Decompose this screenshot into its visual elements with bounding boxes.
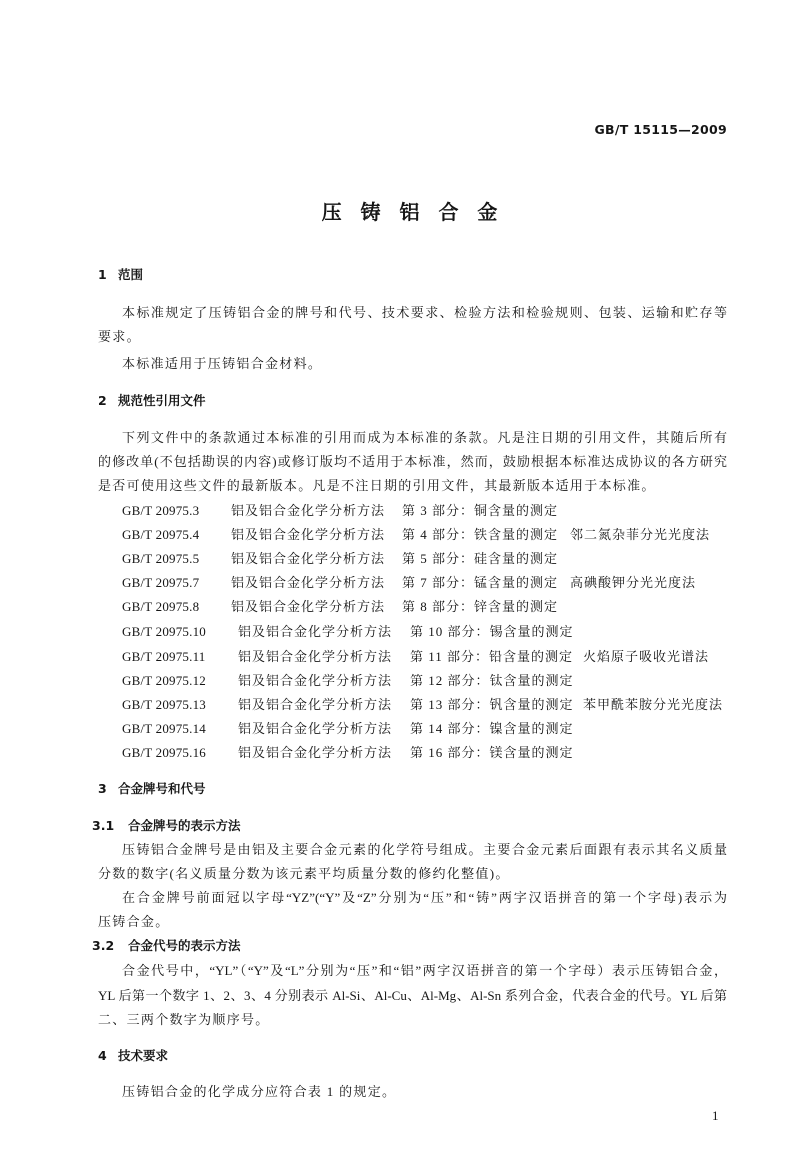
paragraph-line: 本标准规定了压铸铝合金的牌号和代号、技术要求、检验方法和检验规则、包装、运输和贮存等 [122,305,727,320]
paragraph-line: 压铸合金。 [98,914,170,929]
reference-title: 铝及铝合金化学分析方法 [231,527,386,542]
reference-title: 铝及铝合金化学分析方法 [238,745,393,760]
reference-title: 铝及铝合金化学分析方法 [238,697,393,712]
reference-method: 火焰原子吸收光谱法 [583,649,710,664]
subsection-number: 3.2 [92,938,115,953]
reference-code: GB/T 20975.10 [122,624,206,639]
subsection-3-1-heading [92,817,241,835]
reference-method: 邻二氮杂菲分光光度法 [570,527,711,542]
paragraph-line: 合金代号中，“YL”（“Y”及“L”分别为“压”和“铝”两字汉语拼音的第一个字母）表示压铸铝合金， [122,963,727,978]
section-number: 4 [98,1048,107,1063]
reference-title: 铝及铝合金化学分析方法 [238,721,393,736]
reference-row [122,744,727,762]
reference-code: GB/T 20975.3 [122,503,200,518]
reference-part: 第 8 部分：锌含量的测定 [402,599,559,614]
reference-code: GB/T 20975.5 [122,551,200,566]
reference-code: GB/T 20975.4 [122,527,200,542]
reference-part: 第 14 部分：镍含量的测定 [410,721,574,736]
paragraph-line: 在合金牌号前面冠以字母“YZ”(“Y”及“Z”分别为“压”和“铸”两字汉语拼音的第一个字母)表示为 [122,890,727,905]
reference-code: GB/T 20975.12 [122,673,206,688]
reference-row [122,550,727,568]
reference-row [122,623,727,641]
section-4-heading [98,1047,168,1065]
paragraph-line: 的修改单(不包括勘误的内容)或修订版均不适用于本标准，然而，鼓励根据本标准达成协议的各方研究 [98,454,727,469]
reference-row [122,696,727,714]
reference-method: 高碘酸钾分光光度法 [570,575,697,590]
section-number: 1 [98,267,107,282]
standard-code: GB/T 15115—2009 [594,122,727,137]
section-title: 范围 [118,267,144,282]
subsection-title: 合金代号的表示方法 [128,938,241,953]
reference-row [122,526,727,544]
reference-title: 铝及铝合金化学分析方法 [238,649,393,664]
reference-row [122,574,727,592]
reference-code: GB/T 20975.11 [122,649,206,664]
reference-title: 铝及铝合金化学分析方法 [231,551,386,566]
section-number: 2 [98,393,107,408]
section-title: 合金牌号和代号 [118,781,206,796]
reference-part: 第 11 部分：铅含量的测定 [410,649,574,664]
reference-code: GB/T 20975.14 [122,721,206,736]
document-title: 压 铸 铝 合 金 [321,200,504,224]
reference-part: 第 7 部分：锰含量的测定 [402,575,559,590]
reference-title: 铝及铝合金化学分析方法 [231,503,386,518]
reference-row [122,720,727,738]
paragraph-line: 本标准适用于压铸铝合金材料。 [122,356,323,371]
paragraph-line: YL 后第一个数字 1、2、3、4 分别表示 Al-Si、Al-Cu、Al-Mg、Al-Sn 系列合金，代表合金的代号。YL 后第 [98,988,727,1003]
reference-code: GB/T 20975.13 [122,697,206,712]
section-title: 技术要求 [118,1048,169,1063]
section-1-heading [98,266,143,284]
subsection-title: 合金牌号的表示方法 [128,818,241,833]
reference-row [122,502,727,520]
paragraph-line: 压铸铝合金牌号是由铝及主要合金元素的化学符号组成。主要合金元素后面跟有表示其名义质量 [122,842,727,857]
reference-part: 第 5 部分：硅含量的测定 [402,551,559,566]
reference-method: 苯甲酰苯胺分光光度法 [583,697,724,712]
section-title: 规范性引用文件 [118,393,206,408]
reference-row [122,598,727,616]
reference-title: 铝及铝合金化学分析方法 [231,599,386,614]
paragraph-line: 要求。 [98,329,141,344]
subsection-number: 3.1 [92,818,115,833]
reference-title: 铝及铝合金化学分析方法 [231,575,386,590]
reference-code: GB/T 20975.16 [122,745,206,760]
reference-part: 第 4 部分：铁含量的测定 [402,527,559,542]
paragraph-line: 下列文件中的条款通过本标准的引用而成为本标准的条款。凡是注日期的引用文件，其随后所有 [122,430,727,445]
paragraph-line: 压铸铝合金的化学成分应符合表 1 的规定。 [122,1084,397,1099]
reference-part: 第 10 部分：锡含量的测定 [410,624,574,639]
reference-code: GB/T 20975.7 [122,575,200,590]
paragraph-line: 是否可使用这些文件的最新版本。凡是不注日期的引用文件，其最新版本适用于本标准。 [98,478,656,493]
reference-title: 铝及铝合金化学分析方法 [238,624,393,639]
page-number: 1 [712,1108,719,1123]
reference-part: 第 13 部分：钒含量的测定 [410,697,574,712]
reference-code: GB/T 20975.8 [122,599,200,614]
section-2-heading [98,392,206,410]
reference-part: 第 3 部分：铜含量的测定 [402,503,559,518]
reference-row [122,672,727,690]
section-number: 3 [98,781,107,796]
paragraph-line: 二、三两个数字为顺序号。 [98,1012,270,1027]
subsection-3-2-heading [92,937,241,955]
reference-part: 第 16 部分：镁含量的测定 [410,745,574,760]
paragraph-line: 分数的数字(名义质量分数为该元素平均质量分数的修约化整值)。 [98,866,510,881]
reference-part: 第 12 部分：钛含量的测定 [410,673,574,688]
reference-title: 铝及铝合金化学分析方法 [238,673,393,688]
section-3-heading [98,780,206,798]
reference-row [122,648,727,666]
